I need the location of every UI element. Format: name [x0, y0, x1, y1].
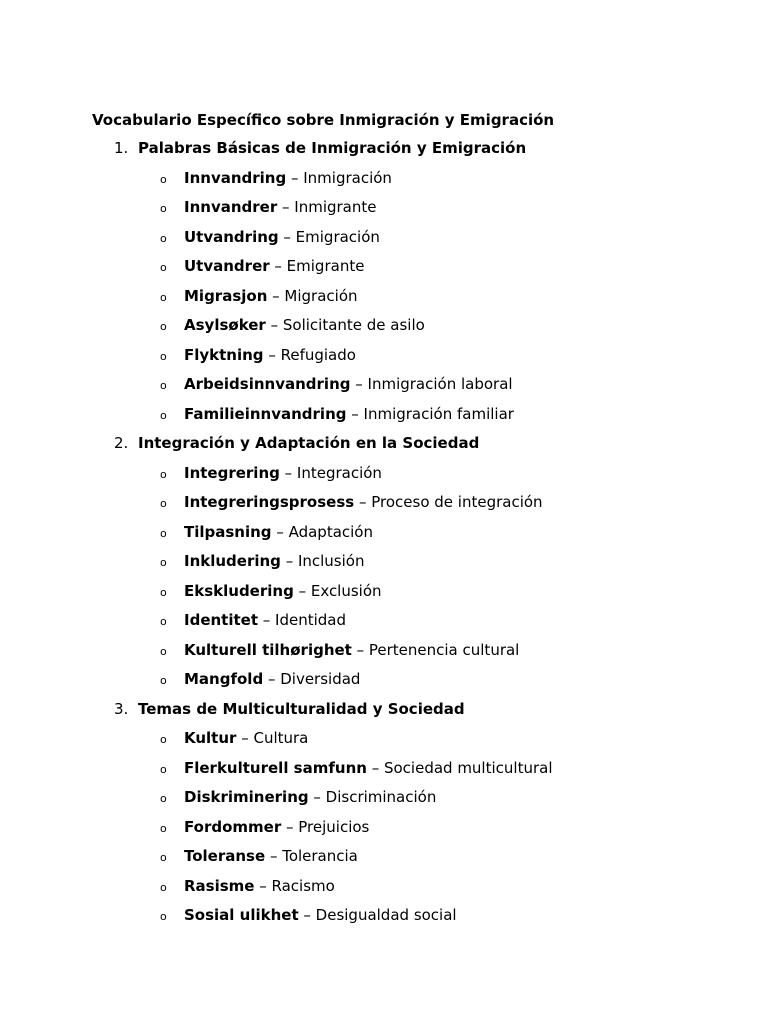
bullet-icon: o: [160, 910, 167, 923]
bullet-icon: o: [160, 172, 167, 186]
list-item: [0, 315, 768, 345]
list-item: [0, 345, 768, 375]
spanish-translation: – Emigrante: [269, 257, 365, 275]
norwegian-term: Asylsøker: [184, 316, 266, 334]
bullet-icon: o: [160, 880, 167, 894]
section-title: Palabras Básicas de Inmigración y Emigración: [138, 139, 527, 157]
spanish-translation: – Inmigrante: [277, 198, 377, 216]
term-list: [0, 463, 768, 699]
section-heading: [0, 138, 768, 158]
spanish-translation: – Diversidad: [263, 670, 361, 688]
list-item: [0, 669, 768, 699]
section-title: Integración y Adaptación en la Sociedad: [138, 434, 480, 452]
norwegian-term: Mangfold: [184, 670, 264, 688]
spanish-translation: – Desigualdad social: [298, 906, 457, 924]
norwegian-term: Toleranse: [184, 847, 266, 865]
list-item: [0, 817, 768, 847]
norwegian-term: Fordommer: [184, 817, 282, 836]
list-item: [0, 876, 768, 906]
list-item: [0, 227, 768, 257]
list-item: [0, 463, 768, 493]
list-item: [0, 610, 768, 640]
section-number: 2.: [114, 434, 129, 452]
document-title: Vocabulario Específico sobre Inmigración y Emigración: [92, 111, 555, 129]
spanish-translation: – Migración: [267, 286, 358, 305]
spanish-translation: – Prejuicios: [281, 817, 370, 836]
norwegian-term: Migrasjon: [184, 286, 268, 305]
norwegian-term: Tilpasning: [184, 522, 272, 541]
norwegian-term: Arbeidsinnvandring: [184, 375, 351, 393]
spanish-translation: – Emigración: [278, 227, 380, 246]
spanish-translation: – Pertenencia cultural: [351, 640, 520, 659]
norwegian-term: Utvandrer: [184, 257, 270, 275]
bullet-icon: o: [160, 851, 167, 864]
list-item: [0, 197, 768, 227]
norwegian-term: Kulturell tilhørighet: [184, 640, 352, 659]
section-title: Temas de Multiculturalidad y Sociedad: [138, 699, 465, 718]
list-item: [0, 492, 768, 522]
list-item: [0, 168, 768, 198]
spanish-translation: – Adaptación: [271, 522, 373, 541]
norwegian-term: Rasisme: [184, 876, 255, 895]
bullet-icon: o: [160, 821, 167, 835]
norwegian-term: Innvandring: [184, 168, 287, 187]
list-item: [0, 640, 768, 670]
bullet-icon: o: [160, 290, 167, 304]
bullet-icon: o: [160, 231, 167, 245]
section-heading: [0, 433, 768, 453]
bullet-icon: o: [160, 349, 167, 363]
bullet-icon: o: [160, 408, 167, 422]
spanish-translation: – Solicitante de asilo: [265, 316, 425, 334]
bullet-icon: o: [160, 644, 167, 658]
list-item: [0, 728, 768, 758]
spanish-translation: – Refugiado: [263, 345, 356, 364]
spanish-translation: – Inmigración laboral: [350, 375, 513, 393]
bullet-icon: o: [160, 467, 167, 481]
term-list: [0, 168, 768, 434]
bullet-icon: o: [160, 320, 167, 333]
list-item: [0, 522, 768, 552]
list-item: [0, 787, 768, 817]
norwegian-term: Integreringsprosess: [184, 493, 355, 511]
spanish-translation: – Proceso de integración: [354, 493, 543, 511]
bullet-icon: o: [160, 261, 167, 274]
list-item: [0, 256, 768, 286]
list-item: [0, 905, 768, 935]
norwegian-term: Integrering: [184, 463, 280, 482]
bullet-icon: o: [160, 526, 167, 540]
norwegian-term: Sosial ulikhet: [184, 906, 299, 924]
norwegian-term: Flerkulturell samfunn: [184, 758, 367, 777]
list-item: [0, 404, 768, 434]
list-item: [0, 551, 768, 581]
section-number: 3.: [114, 699, 129, 718]
section-heading: [0, 699, 768, 719]
list-item: [0, 374, 768, 404]
list-item: [0, 286, 768, 316]
spanish-translation: – Exclusión: [293, 581, 382, 600]
list-item: [0, 846, 768, 876]
norwegian-term: Familieinnvandring: [184, 404, 347, 423]
norwegian-term: Innvandrer: [184, 198, 278, 216]
norwegian-term: Kultur: [184, 729, 237, 747]
bullet-icon: o: [160, 674, 167, 687]
spanish-translation: – Identidad: [258, 611, 347, 629]
section-number: 1.: [114, 139, 129, 157]
bullet-icon: o: [160, 556, 167, 569]
norwegian-term: Identitet: [184, 611, 258, 629]
spanish-translation: – Inmigración: [286, 168, 392, 187]
spanish-translation: – Discriminación: [308, 788, 437, 806]
list-item: [0, 758, 768, 788]
norwegian-term: Utvandring: [184, 227, 279, 246]
spanish-translation: – Tolerancia: [265, 847, 358, 865]
bullet-icon: o: [160, 733, 167, 746]
term-list: [0, 728, 768, 935]
spanish-translation: – Integración: [279, 463, 382, 482]
bullet-icon: o: [160, 762, 167, 776]
norwegian-term: Flyktning: [184, 345, 264, 364]
bullet-icon: o: [160, 585, 167, 599]
bullet-icon: o: [160, 792, 167, 805]
spanish-translation: – Racismo: [254, 876, 335, 895]
bullet-icon: o: [160, 202, 167, 215]
bullet-icon: o: [160, 497, 167, 510]
norwegian-term: Ekskludering: [184, 581, 294, 600]
bullet-icon: o: [160, 379, 167, 392]
spanish-translation: – Inmigración familiar: [346, 404, 514, 423]
list-item: [0, 581, 768, 611]
bullet-icon: o: [160, 615, 167, 628]
norwegian-term: Inkludering: [184, 552, 281, 570]
norwegian-term: Diskriminering: [184, 788, 309, 806]
spanish-translation: – Cultura: [236, 729, 309, 747]
spanish-translation: – Sociedad multicultural: [366, 758, 553, 777]
spanish-translation: – Inclusión: [280, 552, 365, 570]
